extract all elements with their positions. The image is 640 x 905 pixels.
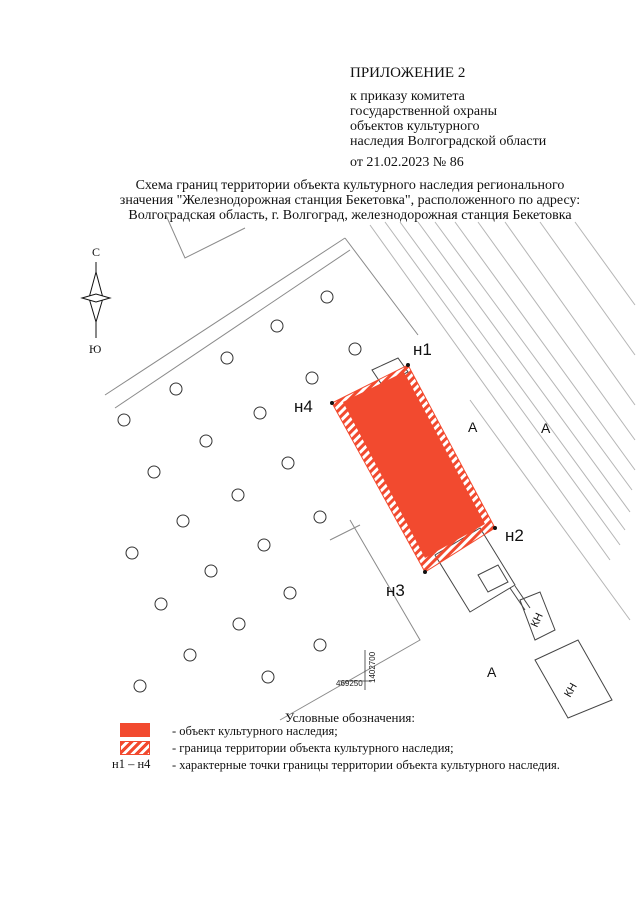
point-n1-label: н1	[413, 340, 432, 359]
point-n4-label: н4	[294, 397, 313, 416]
zone-label-a1: А	[468, 419, 478, 435]
compass-north: С	[92, 245, 101, 259]
coordinate-x: 469250	[336, 679, 363, 688]
legend-boundary-label: - граница территории объекта культурного наследия;	[172, 741, 454, 755]
heritage-object	[343, 372, 485, 558]
legend-points-symbol: н1 – н4	[112, 757, 151, 771]
legend-object-swatch	[120, 723, 150, 737]
point-n3-label: н3	[386, 581, 405, 600]
appendix-date: от 21.02.2023 № 86	[350, 155, 464, 170]
tree-markers	[118, 291, 361, 692]
point-n3-marker	[423, 570, 427, 574]
legend-object-label: - объект культурного наследия;	[172, 724, 338, 738]
building-label-kn1: КН	[528, 611, 546, 630]
zone-label-a2: А	[541, 420, 551, 436]
zone-label-a3: А	[487, 664, 497, 680]
appendix-order-text: к приказу комитета государственной охраны объектов культурного наследия Волгоградской области	[350, 89, 547, 149]
compass-rose	[82, 245, 110, 356]
legend-boundary-swatch	[120, 741, 150, 755]
point-n2-label: н2	[505, 526, 524, 545]
point-n4-marker	[330, 401, 334, 405]
appendix-title: ПРИЛОЖЕНИЕ 2	[350, 65, 466, 81]
point-n2-marker	[493, 526, 497, 530]
legend-title: Условные обозначения:	[285, 710, 416, 725]
coordinate-y: 1402700	[368, 651, 377, 683]
building-label-kn2: КН	[562, 681, 580, 700]
scheme-title: Схема границ территории объекта культурного наследия регионального значения "Железнодорожная станция Бекетовка", расположенного по адресу: Волгоградская область, г. Волгоград, железнодорожная станция Бекетовка	[119, 178, 581, 223]
point-n1-marker	[406, 363, 410, 367]
compass-south: Ю	[89, 342, 102, 356]
legend-points-label: - характерные точки границы территории объекта культурного наследия.	[172, 758, 560, 772]
